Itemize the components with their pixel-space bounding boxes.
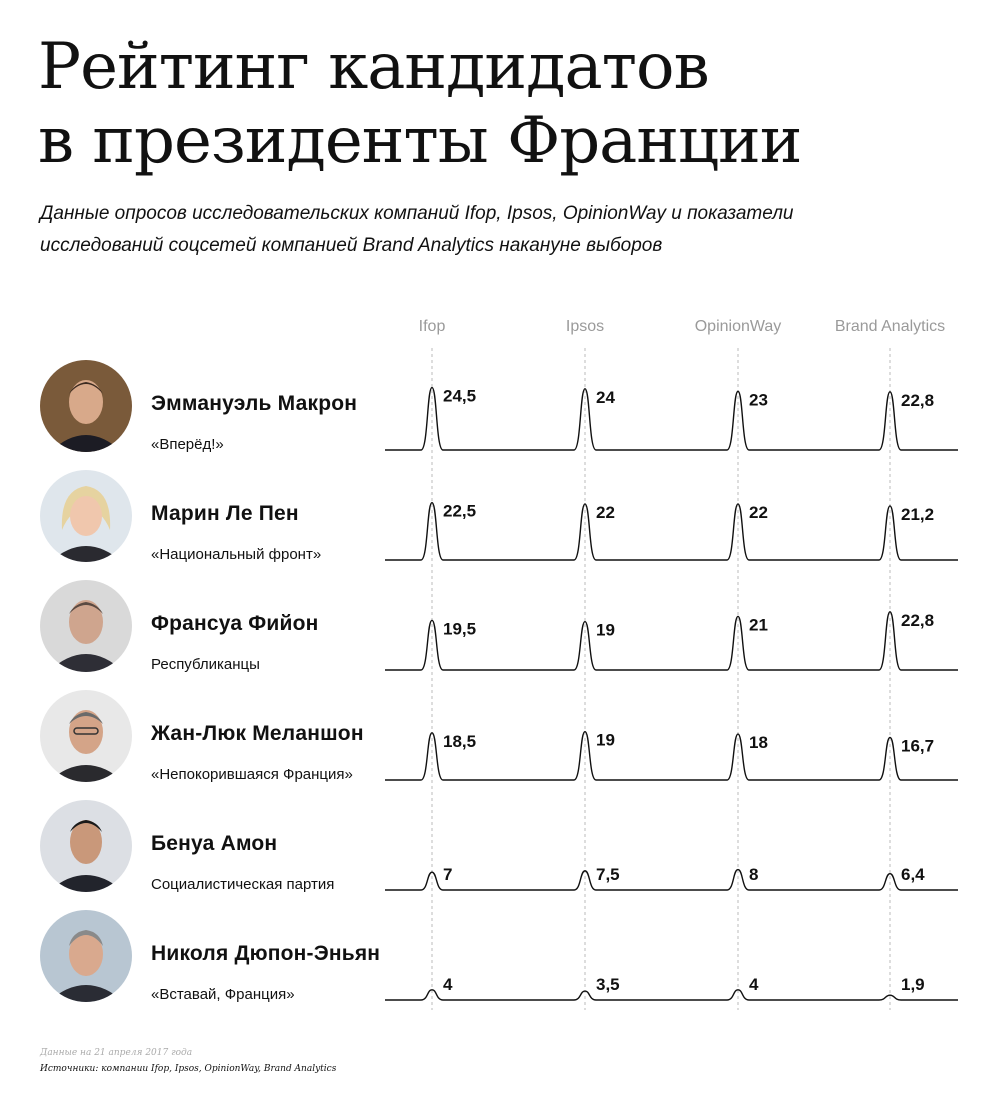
candidate-photo-avatar — [40, 580, 132, 672]
candidate-photo-avatar — [40, 800, 132, 892]
candidate-name: Николя Дюпон-Эньян — [151, 942, 381, 965]
candidate-name: Жан-Люк Меланшон — [151, 722, 364, 745]
data-label: 22,5 — [443, 501, 477, 521]
candidate-row — [0, 910, 998, 1020]
column-header-brand-analytics: Brand Analytics — [834, 318, 946, 335]
data-label: 16,7 — [901, 736, 935, 756]
data-label: 22,8 — [901, 610, 935, 630]
candidate-party: Социалистическая партия — [151, 876, 335, 893]
data-label: 24 — [596, 387, 615, 407]
data-label: 22,8 — [901, 390, 935, 410]
data-label: 4 — [443, 975, 453, 994]
candidate-party: Республиканцы — [151, 656, 260, 673]
data-label: 22 — [749, 502, 768, 522]
candidate-party: «Вперёд!» — [151, 436, 224, 453]
data-label: 21,2 — [901, 504, 935, 524]
title-line-1: Рейтинг кандидатов — [38, 30, 709, 104]
data-label: 18,5 — [443, 731, 477, 751]
subtitle-line-1: Данные опросов исследовательских компаний Ifop, Ipsos, OpinionWay и показатели — [40, 203, 794, 224]
column-header-opinionway: OpinionWay — [694, 318, 782, 335]
candidate-photo-avatar — [40, 910, 132, 1002]
candidate-row — [0, 360, 998, 470]
subtitle — [40, 198, 940, 262]
data-label: 3,5 — [596, 975, 620, 994]
candidate-name: Эммануэль Макрон — [151, 392, 358, 415]
data-label: 24,5 — [443, 386, 477, 406]
column-header-ifop: Ifop — [418, 318, 446, 335]
page-title — [38, 30, 958, 178]
title-line-2: в президенты Франции — [38, 104, 802, 178]
candidate-row — [0, 580, 998, 690]
footnote-date: Данные на 21 апреля 2017 года — [40, 1048, 193, 1058]
data-label: 19,5 — [443, 619, 477, 639]
data-label: 23 — [749, 390, 768, 410]
data-label: 19 — [596, 730, 615, 750]
data-label: 1,9 — [901, 975, 925, 994]
candidate-name: Бенуа Амон — [151, 832, 278, 855]
candidate-party: «Непокорившаяся Франция» — [151, 766, 353, 783]
column-header-ipsos: Ipsos — [565, 318, 605, 335]
data-label: 7 — [443, 865, 453, 884]
data-label: 7,5 — [596, 865, 620, 884]
data-label: 21 — [749, 615, 768, 635]
candidate-photo-avatar — [40, 470, 132, 562]
data-label: 4 — [749, 975, 759, 994]
candidate-photo-avatar — [40, 360, 132, 452]
candidate-party: «Вставай, Франция» — [151, 986, 295, 1003]
data-label: 18 — [749, 733, 768, 753]
data-label: 8 — [749, 865, 759, 884]
candidate-row — [0, 690, 998, 800]
candidate-row — [0, 800, 998, 910]
data-label: 6,4 — [901, 865, 925, 884]
data-label: 22 — [596, 502, 615, 522]
data-label: 19 — [596, 620, 615, 640]
candidate-photo-avatar — [40, 690, 132, 782]
footnote-sources: Источники: компании Ifop, Ipsos, OpinionWay, Brand Analytics — [40, 1064, 337, 1074]
candidate-row — [0, 470, 998, 580]
subtitle-line-2: исследований соцсетей компанией Brand Analytics накануне выборов — [40, 235, 663, 256]
candidate-name: Франсуа Фийон — [151, 612, 319, 635]
candidate-name: Марин Ле Пен — [151, 502, 299, 525]
candidate-party: «Национальный фронт» — [151, 546, 322, 563]
